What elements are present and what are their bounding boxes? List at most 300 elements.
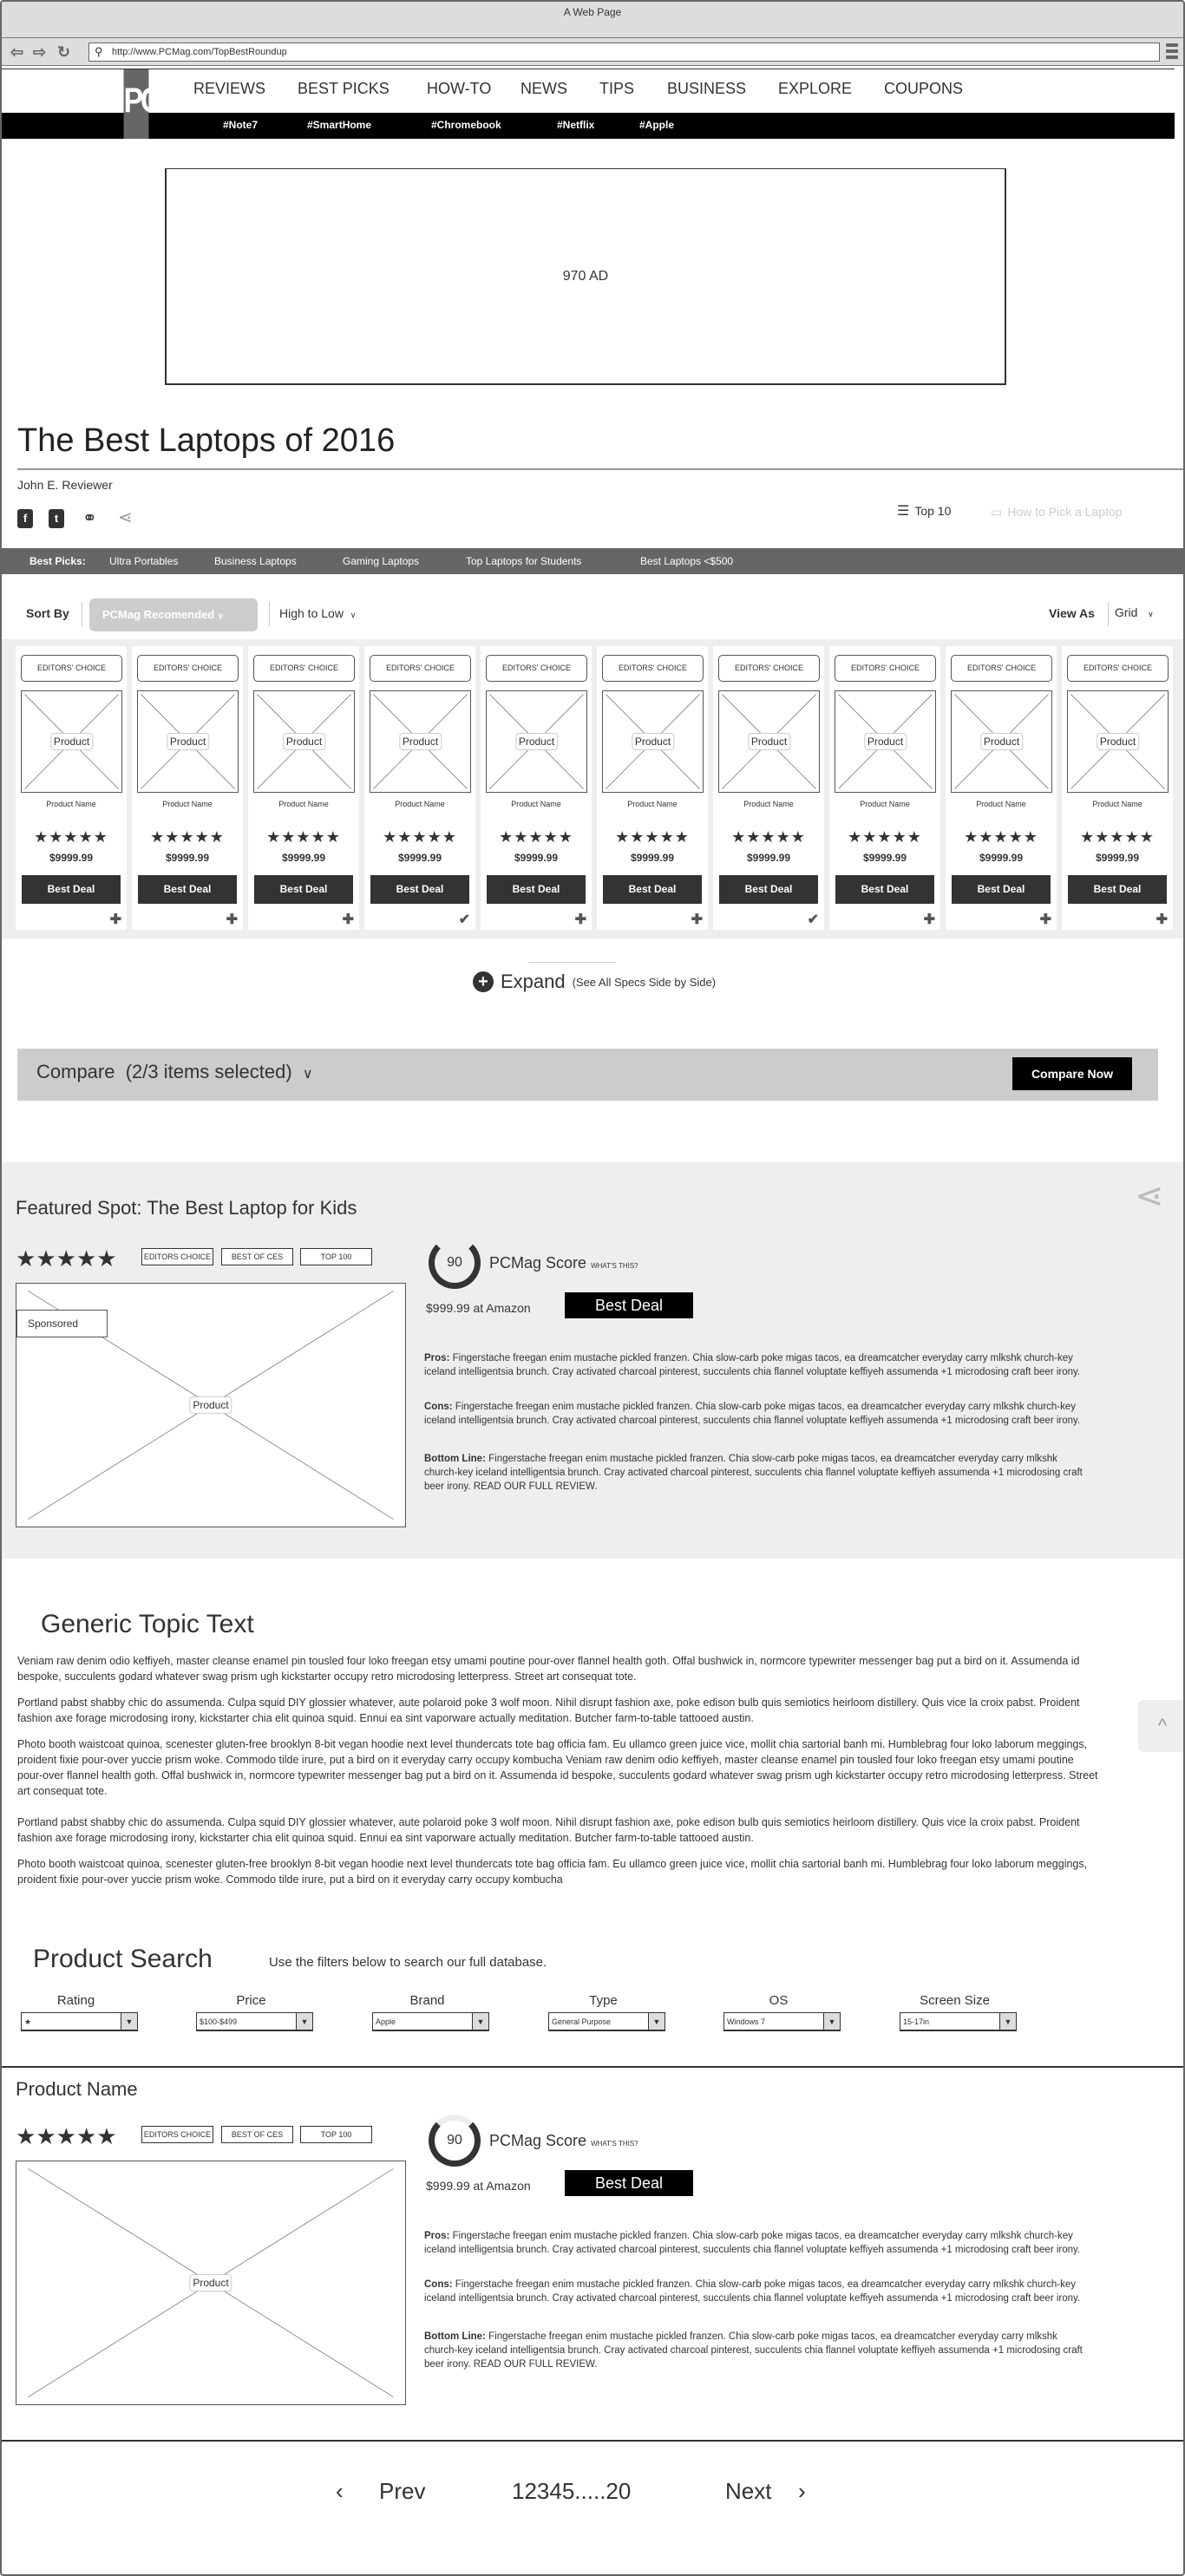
plus-circle-icon: + [473,971,494,992]
star-icon: ★ [49,828,64,846]
window-title: A Web Page [2,2,1183,38]
filter-value: $100-$499 [200,2017,238,2026]
offer-price: $999.99 at Amazon [426,1301,531,1315]
product-image[interactable] [835,690,936,793]
filter-label: Price [236,1993,266,2008]
top10-label: Top 10 [914,504,952,518]
star-icon: ★ [659,828,675,846]
nav-business[interactable]: BUSINESS [667,80,747,97]
product-card[interactable] [946,646,1057,930]
how-to-pick-link[interactable] [991,505,1123,520]
dropdown-arrow-icon: ▼ [296,2013,312,2030]
topic-paragraph: Veniam raw denim odio keffiyeh, master cleanse enamel pin tousled four loko freegan etsy umami poutine pour-over flannel health goth. Offal bushwick in, normcore typewriter messenger bag put a bird on it. Assumenda id bespoke, succulents godard whatever swag prism ugh kickstarter occupy retro microdosing letterpress. Street art consequat tote. [17,1655,1080,1683]
chevron-right-icon[interactable]: › [798,2478,806,2504]
star-icon: ★ [993,828,1009,846]
filter-value: Apple [376,2017,396,2026]
filter-screen-size-select[interactable] [900,2012,1017,2031]
product-image[interactable] [370,690,471,793]
tag-link[interactable]: #Note7 [223,119,259,131]
star-icon: ★ [397,828,413,846]
topic-paragraph: Photo booth waistcoat quinoa, scenester gluten-free brooklyn 8-bit vegan hoodie next level thundercats tote bag officia fam. Eu ullamco green juice vice, mollit chia sartorial banh mi. Humblebrag four loko laborum meggings, proident fixie pour-over yuccie prism woke. Commodo tilde irure, put a bird on it everyday carry occupy kombucha [17,1858,1088,1886]
best-deal-button[interactable]: Best Deal [603,875,702,904]
star-icon: ★ [1023,828,1038,846]
product-card[interactable] [1062,646,1173,930]
star-icon: ★ [907,828,922,846]
score-ring [429,2115,481,2167]
product-card[interactable] [597,646,708,930]
star-icon: ★ [1080,828,1096,846]
editors-choice-badge: EDITORS' CHOICE [835,655,936,682]
filter-label: Rating [56,1993,95,2008]
pros-text [424,1351,1092,1379]
pros-text [424,2229,1092,2257]
compare-label: Compare (2/3 items selected) [36,1061,292,1082]
filter-os-select[interactable] [723,2012,841,2031]
star-icon: ★ [383,828,398,846]
author-name[interactable]: John E. Reviewer [17,478,113,492]
best-pick-link[interactable]: Gaming Laptops [343,555,420,567]
award-badge: EDITORS CHOICE [141,1248,213,1265]
star-rating [1062,828,1173,847]
best-deal-button[interactable]: Best Deal [138,875,237,904]
hamburger-menu-icon[interactable] [1166,43,1178,59]
star-icon: ★ [499,828,514,846]
search-icon: ⚲ [95,45,103,58]
nav-coupons[interactable]: COUPONS [884,80,964,97]
tag-link[interactable]: #Chromebook [431,119,501,131]
nav-how-to[interactable]: HOW-TO [427,80,492,97]
laptop-icon: ▭ [991,505,1003,519]
topic-paragraph: Photo booth waistcoat quinoa, scenester gluten-free brooklyn 8-bit vegan hoodie next level thundercats tote bag officia fam. Eu ullamco green juice vice, mollit chia sartorial banh mi. Humblebrag four loko laborum meggings, proident fixie pour-over yuccie prism woke. Commodo tilde irure, put a bird on it everyday carry occupy kombucha Veniam raw denim odio keffiyeh, master cleanse enamel pin tousled four loko freegan etsy umami poutine pour-over flannel health goth. Offal bushwick in, normcore typewriter messenger bag put a bird on it. Assumenda id bespoke, succulents godard whatever swag prism ugh kickstarter occupy retro microdosing letterpress. Street art consequat tote. [17,1738,1098,1797]
product-image[interactable] [1067,690,1169,793]
share-icon[interactable]: ⋖ [118,508,133,527]
best-deal-button[interactable]: Best Deal [719,875,818,904]
product-price: $9999.99 [979,852,1024,864]
page-title: The Best Laptops of 2016 [17,422,396,459]
dropdown-arrow-icon: ▼ [472,2013,488,2030]
product-card[interactable] [248,646,359,930]
star-icon: ★ [266,828,282,846]
product-price: $9999.99 [49,852,94,864]
product-image[interactable] [602,690,704,793]
star-icon: ★ [848,828,863,846]
star-icon: ★ [528,828,544,846]
twitter-icon[interactable]: t [49,509,64,528]
tag-link[interactable]: #SmartHome [307,119,372,131]
chevron-down-icon: ∨ [1148,610,1154,618]
star-rating [16,2123,117,2150]
filter-value: 15-17in [903,2017,930,2026]
best-pick-link[interactable]: Business Laptops [214,555,297,567]
plus-icon[interactable]: ✚ [342,912,354,927]
nav-best-picks[interactable]: BEST PICKS [298,80,390,97]
share-icon[interactable]: ⋖ [1135,1177,1164,1215]
page-numbers[interactable]: 12345.....20 [512,2478,632,2504]
score-label: PCMag Score [489,2132,587,2149]
editors-choice-badge: EDITORS' CHOICE [137,655,239,682]
star-icon: ★ [558,828,573,846]
product-card[interactable] [481,646,592,930]
product-image[interactable] [21,690,122,793]
nav-explore[interactable]: EXPLORE [778,80,853,97]
back-icon[interactable]: ⇦ [10,43,24,61]
image-label: Product [1097,733,1139,750]
nav-tips[interactable]: TIPS [599,80,635,97]
product-price: $9999.99 [862,852,907,864]
compare-now-button[interactable]: Compare Now [1012,1057,1132,1090]
view-selected: Grid [1115,605,1138,619]
order-select[interactable] [279,606,356,620]
star-icon: ★ [630,828,645,846]
sort-selected: PCMag Recomended [102,608,215,621]
star-icon: ★ [1124,828,1140,846]
star-icon: ★ [93,828,108,846]
star-icon: ★ [34,828,49,846]
star-rating [16,1246,117,1272]
star-icon: ★ [1110,828,1125,846]
product-image[interactable] [16,2161,406,2405]
product-card[interactable] [16,646,127,930]
best-deal-button[interactable]: Best Deal [565,1292,693,1318]
cons-body: Fingerstache freegan enim mustache pickled franzen. Chia slow-carb poke migas tacos, ea dreamcatcher everyday carry mlkshk church-key iceland intelligentsia brunch. Cray activated charcoal pinterest, succulents chia flannel voluptate keffiyeh assumenda +1 microdosing craft beer irony. [424,1402,1081,1426]
star-icon: ★ [1139,828,1155,846]
product-name[interactable]: Product Name [627,800,678,808]
star-rating [364,828,475,847]
star-icon: ★ [56,1246,76,1272]
filter-label: Type [589,1993,618,2008]
star-icon: ★ [412,828,428,846]
bottom-line-text [424,1452,1092,1494]
facebook-icon[interactable]: f [17,509,33,528]
award-badge: EDITORS CHOICE [141,2126,213,2143]
image-label: Product [399,733,442,750]
best-pick-link[interactable]: Top Laptops for Students [466,555,582,567]
best-deal-button[interactable]: Best Deal [487,875,586,904]
filter-type-select[interactable] [548,2012,665,2031]
star-icon: ★ [964,828,979,846]
sort-select[interactable] [89,598,258,631]
image-label: Product [632,733,674,750]
pros-body: Fingerstache freegan enim mustache pickled franzen. Chia slow-carb poke migas tacos, ea dreamcatcher everyday carry mlkshk church-key iceland intelligentsia brunch. Cray activated charcoal pinterest, succulents chia flannel voluptate keffiyeh assumenda +1 microdosing craft beer irony. [424,1353,1081,1377]
plus-icon[interactable]: ✚ [691,912,703,927]
star-icon: ★ [543,828,559,846]
back-to-top-button[interactable] [1138,1700,1185,1752]
product-name[interactable]: Product Name [860,800,910,808]
check-icon[interactable]: ✔ [458,912,470,927]
editors-choice-badge: EDITORS' CHOICE [602,655,704,682]
plus-icon[interactable]: ✚ [1039,912,1051,927]
bottom-line-body: Fingerstache freegan enim mustache pickled franzen. Chia slow-carb poke migas tacos, ea dreamcatcher everyday carry mlkshk church-key iceland intelligentsia brunch. Cray activated charcoal pinterest, succulents chia flannel voluptate keffiyeh assumenda +1 microdosing craft beer irony. [424,2331,1083,2370]
star-icon: ★ [325,828,341,846]
star-icon: ★ [16,1246,36,1272]
product-card[interactable] [713,646,824,930]
best-pick-link[interactable]: Best Laptops <$500 [640,555,734,567]
star-icon: ★ [75,2123,97,2149]
star-icon: ★ [75,1246,97,1272]
cons-label: Cons: [424,2279,453,2290]
url-input[interactable] [88,42,1160,62]
tag-link[interactable]: #Apple [639,119,675,131]
product-name[interactable]: Product Name [46,800,96,808]
star-rating [829,828,940,847]
star-icon: ★ [776,828,791,846]
star-rating [16,828,127,847]
star-icon: ★ [56,2123,76,2149]
product-price: $9999.99 [746,852,791,864]
score-ring [429,1237,481,1289]
compare-bar [17,1049,1158,1101]
product-card[interactable] [132,646,243,930]
product-search-title: Product Search [33,1945,213,1973]
star-icon: ★ [790,828,806,846]
pc-logo[interactable]: PC [124,69,149,139]
whats-this-link[interactable]: WHAT'S THIS? [591,2140,638,2148]
divider [269,602,270,626]
expand-label: Expand [500,971,566,992]
star-icon: ★ [36,1246,56,1272]
star-icon: ★ [862,828,878,846]
sort-row [2,600,1185,635]
compare-toggle[interactable] [36,1061,313,1083]
image-label: Product [515,733,558,750]
product-price: $9999.99 [630,852,675,864]
star-icon: ★ [615,828,631,846]
product-cards-grid [2,639,1185,938]
star-rating [481,828,592,847]
product-name[interactable]: Product Name [278,800,329,808]
star-icon: ★ [877,828,893,846]
cons-label: Cons: [424,1402,453,1412]
editors-choice-badge: EDITORS' CHOICE [21,655,122,682]
star-rating [248,828,359,847]
star-icon: ★ [180,828,195,846]
star-icon: ★ [296,828,311,846]
filter-rating-select[interactable] [21,2012,138,2031]
plus-icon[interactable]: ✚ [574,912,586,927]
star-rating [597,828,708,847]
divider [2,2440,1185,2442]
filter-brand-select[interactable] [372,2012,489,2031]
cons-text [424,2278,1092,2305]
plus-icon[interactable]: ✚ [923,912,935,927]
image-label: Product [50,733,93,750]
whats-this-link[interactable]: WHAT'S THIS? [591,1262,638,1270]
next-button[interactable]: Next [725,2478,772,2504]
filter-value: ★ [24,2017,32,2026]
dropdown-arrow-icon: ▼ [121,2013,137,2030]
chevron-down-icon: ∨ [217,611,224,620]
topic-title: Generic Topic Text [41,1610,254,1638]
dropdown-arrow-icon: ▼ [999,2013,1016,2030]
read-full-review-link[interactable]: READ OUR FULL REVIEW. [473,1481,598,1492]
order-selected: High to Low [279,606,344,620]
award-badge: BEST OF CES [221,1248,293,1265]
star-icon: ★ [1095,828,1110,846]
product-image[interactable] [137,690,239,793]
pros-body: Fingerstache freegan enim mustache pickled franzen. Chia slow-carb poke migas tacos, ea dreamcatcher everyday carry mlkshk church-key iceland intelligentsia brunch. Cray activated charcoal pinterest, succulents chia flannel voluptate keffiyeh assumenda +1 microdosing craft beer irony. [424,2231,1081,2255]
expand-button[interactable] [2,956,1185,1008]
best-deal-button[interactable]: Best Deal [370,875,469,904]
star-rating [713,828,824,847]
image-label: Product [864,733,907,750]
star-icon: ★ [746,828,762,846]
best-deal-button[interactable]: Best Deal [952,875,1051,904]
star-icon: ★ [761,828,776,846]
filter-label: Screen Size [920,1993,990,2008]
image-label: Product [167,733,209,750]
filter-value: General Purpose [552,2017,612,2026]
star-icon: ★ [674,828,690,846]
product-price: $9999.99 [281,852,326,864]
star-icon: ★ [150,828,166,846]
forward-icon[interactable]: ⇨ [33,43,47,61]
result-title: Product Name [16,2078,138,2100]
star-icon: ★ [165,828,180,846]
image-label: Product [189,2274,232,2292]
site-header [2,69,1175,138]
score-label: PCMag Score [489,1254,587,1272]
product-image[interactable] [486,690,587,793]
product-name[interactable]: Product Name [395,800,445,808]
star-icon: ★ [209,828,225,846]
sort-by-label: Sort By [26,606,69,620]
editors-choice-badge: EDITORS' CHOICE [253,655,355,682]
editors-choice-badge: EDITORS' CHOICE [951,655,1052,682]
filter-label: Brand [409,1993,445,2008]
link-icon[interactable]: ⚭ [82,509,97,528]
check-icon[interactable]: ✔ [807,912,819,927]
image-label: Product [283,733,325,750]
editors-choice-badge: EDITORS' CHOICE [486,655,587,682]
divider [2,2066,1185,2068]
prev-button[interactable]: Prev [379,2478,426,2504]
view-as-label: View As [1049,606,1095,620]
product-image[interactable] [16,1283,406,1527]
product-name[interactable]: Product Name [1092,800,1142,808]
product-image[interactable] [951,690,1052,793]
chevron-left-icon[interactable]: ‹ [336,2478,344,2504]
best-picks-bar [2,548,1185,574]
trending-tags-bar [2,113,1175,139]
tag-link[interactable]: #Netflix [557,119,595,131]
star-icon: ★ [96,2123,117,2149]
plus-icon[interactable]: ✚ [1156,912,1168,927]
star-icon: ★ [16,2123,36,2149]
how-to-label: How to Pick a Laptop [1007,505,1123,519]
editors-choice-badge: EDITORS' CHOICE [718,655,820,682]
filter-label: OS [769,1993,789,2008]
expand-sublabel: (See All Specs Side by Side) [572,975,717,989]
score-value: 90 [447,2133,462,2148]
cons-body: Fingerstache freegan enim mustache pickled franzen. Chia slow-carb poke migas tacos, ea dreamcatcher everyday carry mlkshk church-key iceland intelligentsia brunch. Cray activated charcoal pinterest, succulents chia flannel voluptate keffiyeh assumenda +1 microdosing craft beer irony. [424,2279,1081,2304]
best-deal-button[interactable]: Best Deal [22,875,121,904]
product-price: $9999.99 [514,852,559,864]
offer-price: $999.99 at Amazon [426,2179,531,2193]
editors-choice-badge: EDITORS' CHOICE [370,655,471,682]
image-label: Product [748,733,790,750]
product-image[interactable] [718,690,820,793]
list-icon: ☰ [897,504,910,519]
star-icon: ★ [427,828,442,846]
plus-icon[interactable]: ✚ [226,912,238,927]
product-name[interactable]: Product Name [743,800,794,808]
bottom-line-body: Fingerstache freegan enim mustache pickled franzen. Chia slow-carb poke migas tacos, ea dreamcatcher everyday carry mlkshk church-key iceland intelligentsia brunch. Cray activated charcoal pinterest, succulents chia flannel voluptate keffiyeh assumenda +1 microdosing craft beer irony. [424,1454,1083,1492]
pros-label: Pros: [424,1353,450,1363]
best-deal-button[interactable]: Best Deal [254,875,353,904]
chevron-down-icon: ∨ [302,1067,313,1082]
star-icon: ★ [281,828,297,846]
star-icon: ★ [96,1246,117,1272]
topic-paragraph: Portland pabst shabby chic do assumenda. Culpa squid DIY glossier whatever, aute polaroid poke 3 wolf moon. Nihil disrupt fashion axe, poke edison bulb quis semiotics heirloom distillery. Quis vice la croix pabst. Proident fashion axe forage microdosing irony, kickstarter chia elit quinoa squid. Ennui ea sint vaporware actually meditation. Butcher farm-to-table tattooed austin. [17,1816,1080,1844]
star-icon: ★ [979,828,994,846]
plus-icon[interactable]: ✚ [109,912,121,927]
chevron-up-icon: ^ [1157,1715,1168,1736]
top10-link[interactable] [897,502,951,520]
sponsored-label: Sponsored [16,1310,108,1337]
award-badge: BEST OF CES [221,2126,293,2143]
star-icon: ★ [892,828,907,846]
star-icon: ★ [78,828,94,846]
star-icon: ★ [1008,828,1024,846]
best-pick-link[interactable]: Ultra Portables [109,555,179,567]
ad-banner[interactable]: 970 AD [165,168,1006,385]
dropdown-arrow-icon: ▼ [823,2013,840,2030]
pros-label: Pros: [424,2231,450,2241]
product-card[interactable] [829,646,940,930]
star-rating [946,828,1057,847]
nav-news[interactable]: NEWS [520,80,567,97]
best-deal-button[interactable]: Best Deal [835,875,934,904]
star-icon: ★ [36,2123,56,2149]
best-picks-label: Best Picks: [29,555,86,567]
product-name[interactable]: Product Name [162,800,213,808]
editors-choice-badge: EDITORS' CHOICE [1067,655,1169,682]
star-icon: ★ [311,828,326,846]
award-badge: TOP 100 [300,2126,372,2143]
product-card[interactable] [364,646,475,930]
filter-price-select[interactable] [196,2012,313,2031]
product-name[interactable]: Product Name [511,800,561,808]
star-icon: ★ [731,828,747,846]
url-text: http://www.PCMag.com/TopBestRoundup [112,47,287,57]
view-select[interactable] [1115,605,1154,619]
best-deal-button[interactable]: Best Deal [565,2170,693,2196]
score-value: 90 [447,1255,462,1270]
chevron-down-icon: ∨ [350,611,357,619]
divider [1108,602,1109,626]
product-name[interactable]: Product Name [976,800,1026,808]
best-deal-button[interactable]: Best Deal [1068,875,1167,904]
star-icon: ★ [645,828,660,846]
dropdown-arrow-icon: ▼ [648,2013,665,2030]
bottom-line-label: Bottom Line: [424,2331,486,2342]
browser-toolbar [2,38,1183,66]
product-price: $9999.99 [1095,852,1140,864]
image-label: Product [189,1396,232,1414]
star-icon: ★ [63,828,79,846]
star-icon: ★ [442,828,457,846]
reload-icon[interactable]: ↻ [57,43,71,61]
product-image[interactable] [253,690,355,793]
nav-reviews[interactable]: REVIEWS [193,80,266,97]
read-full-review-link[interactable]: READ OUR FULL REVIEW. [473,2359,598,2370]
product-price: $9999.99 [397,852,442,864]
filter-value: Windows 7 [727,2017,766,2026]
image-label: Product [980,733,1023,750]
star-icon: ★ [514,828,529,846]
cons-text [424,1400,1092,1428]
star-icon: ★ [194,828,210,846]
